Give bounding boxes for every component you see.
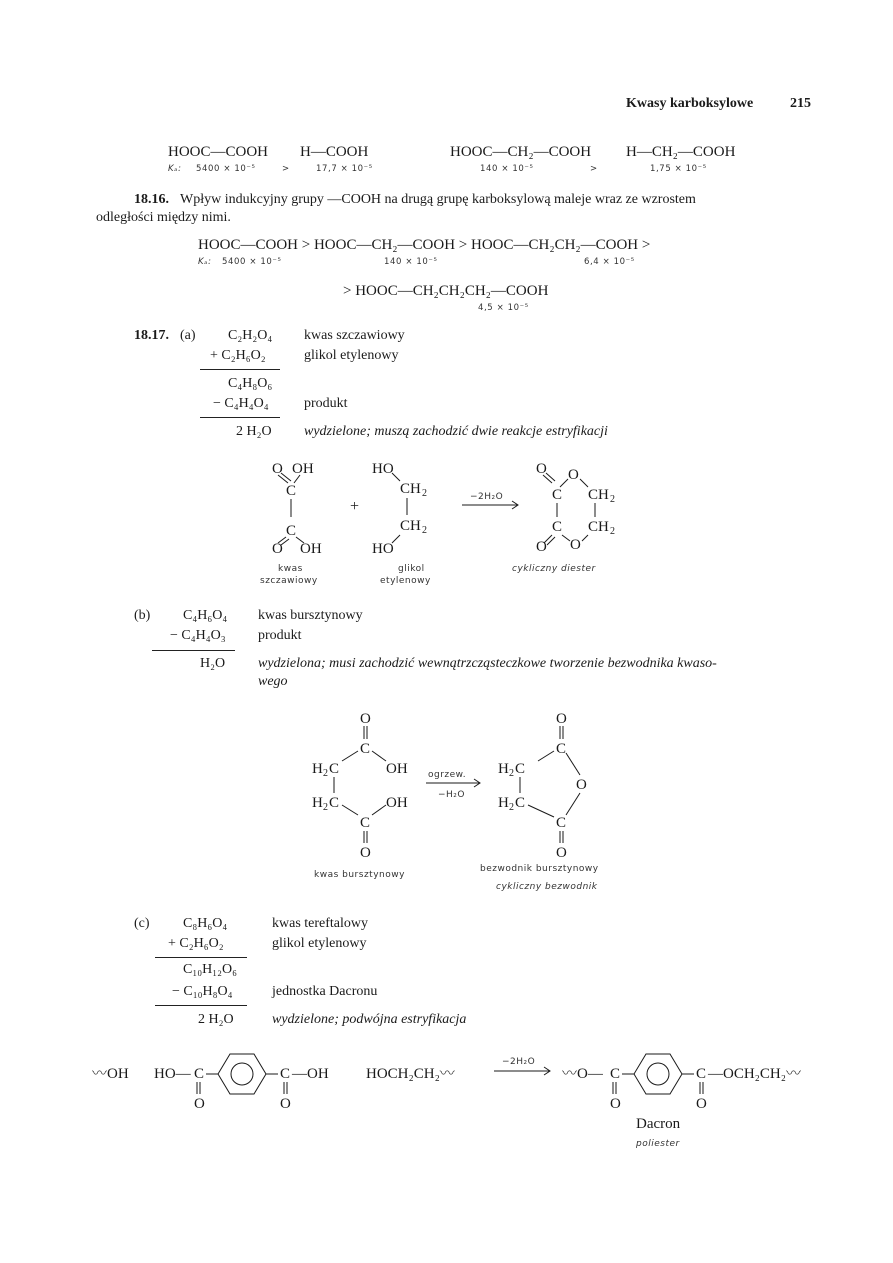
carbon-label: C bbox=[552, 487, 563, 503]
arrow-condition: −2H₂O bbox=[470, 492, 504, 502]
ka-label: Kₐ: bbox=[168, 164, 182, 174]
carbon-label: C bbox=[552, 519, 563, 535]
difference-rule bbox=[200, 417, 280, 418]
reactant-2-name: glikol etylenowy bbox=[304, 348, 399, 363]
methylene-label: H bbox=[312, 795, 323, 811]
subscript-2: 2 bbox=[422, 488, 427, 499]
oxygen-label: O bbox=[194, 1096, 205, 1112]
carbon-label: C bbox=[360, 815, 371, 831]
reactant-1-name: kwas tereftalowy bbox=[272, 916, 369, 931]
hydroxyl-label: —OH bbox=[292, 1066, 329, 1082]
benzene-ring bbox=[218, 1054, 266, 1094]
ka-value-2: 140 × 10⁻⁵ bbox=[384, 257, 438, 267]
running-header-title: Kwasy karboksylowe bbox=[626, 96, 754, 111]
sum-formula: C₄H₈O₆ bbox=[228, 376, 273, 391]
part-label: (c) bbox=[134, 916, 150, 931]
reactant-2-name: glikol etylenowy bbox=[272, 936, 367, 951]
reactant-2: + C₂H₆O₂ bbox=[210, 348, 266, 363]
ring-oxygen-label: O bbox=[576, 777, 587, 793]
hydroxyl-label: HO bbox=[372, 461, 394, 477]
sum-rule bbox=[200, 369, 280, 370]
subscript-2: 2 bbox=[323, 768, 328, 779]
plus-sign: + bbox=[350, 498, 360, 515]
subscript-2: 2 bbox=[610, 526, 615, 537]
sum-rule bbox=[155, 957, 247, 958]
oxygen-label: O bbox=[556, 711, 567, 727]
product-label: produkt bbox=[304, 396, 348, 411]
caption-succinic-acid: kwas bursztynowy bbox=[314, 870, 405, 880]
aromatic-circle bbox=[647, 1063, 669, 1085]
ka-label: Kₐ: bbox=[198, 257, 212, 267]
difference-rule bbox=[155, 1005, 247, 1006]
ka-value-1: 5400 × 10⁻⁵ bbox=[196, 164, 256, 174]
ka-value-2: 17,7 × 10⁻⁵ bbox=[316, 164, 373, 174]
water-note-cont: wego bbox=[258, 674, 288, 689]
carbon-label: C bbox=[280, 1066, 291, 1082]
glycol-formula: HOCH₂CH₂〰 bbox=[366, 1066, 455, 1082]
section-number: 18.16. bbox=[134, 192, 169, 207]
carbon-label: C bbox=[286, 523, 297, 539]
product-formula: − C₄H₄O₃ bbox=[170, 628, 226, 643]
oxygen-label: O bbox=[280, 1096, 291, 1112]
ka-value-4: 4,5 × 10⁻⁵ bbox=[478, 303, 529, 313]
carbon-label: C bbox=[696, 1066, 707, 1082]
arrow-condition: −2H₂O bbox=[502, 1057, 536, 1067]
carbon-label: C bbox=[515, 761, 526, 777]
methylene-label: H bbox=[312, 761, 323, 777]
hydroxyl-label: OH bbox=[386, 761, 408, 777]
paragraph-line-2: odległości między nimi. bbox=[96, 210, 231, 225]
gt-sign-2: > bbox=[590, 164, 598, 174]
subscript-2: 2 bbox=[422, 525, 427, 536]
oxygen-label: O bbox=[536, 461, 547, 477]
carbon-label: C bbox=[286, 483, 297, 499]
oxygen-label: O bbox=[272, 461, 283, 477]
methylene-label: H bbox=[498, 761, 509, 777]
hydroxyl-label: HO— bbox=[154, 1066, 191, 1082]
ka-value-4: 1,75 × 10⁻⁵ bbox=[650, 164, 707, 174]
product-formula: − C₁₀H₈O₄ bbox=[172, 984, 233, 999]
page-number: 215 bbox=[790, 96, 811, 111]
reactant-1: C₂H₂O₄ bbox=[228, 328, 273, 343]
carbon-label: C bbox=[329, 795, 340, 811]
part-label: (a) bbox=[180, 328, 196, 343]
formula-oxalic: HOOC—COOH bbox=[168, 144, 269, 160]
oxygen-label: O bbox=[556, 845, 567, 861]
carbon-label: C bbox=[329, 761, 340, 777]
reactant-1-name: kwas szczawiowy bbox=[304, 328, 405, 343]
anhydride-scheme-b bbox=[300, 705, 640, 895]
carbon-label: C bbox=[194, 1066, 205, 1082]
reactant-formula: C₄H₆O₄ bbox=[183, 608, 228, 623]
polymer-chain-start: 〰O— bbox=[562, 1066, 603, 1082]
caption-kwas: kwas bbox=[278, 564, 303, 574]
water-note: wydzielona; musi zachodzić wewnątrzcząsteczkowe tworzenie bezwodnika kwaso- bbox=[258, 656, 717, 671]
carbon-label: C bbox=[556, 741, 567, 757]
ring-oxygen-label: O bbox=[568, 467, 579, 483]
methylene-label: CH bbox=[400, 481, 421, 497]
polymer-chain-end: —OCH₂CH₂〰 bbox=[708, 1066, 801, 1082]
methylene-label: CH bbox=[588, 519, 609, 535]
reactant-1: C₈H₆O₄ bbox=[183, 916, 228, 931]
ka-value-3: 140 × 10⁻⁵ bbox=[480, 164, 534, 174]
benzene-ring bbox=[634, 1054, 682, 1094]
acid-series-line-1: HOOC—COOH > HOOC—CH₂—COOH > HOOC—CH₂CH₂—COOH > bbox=[198, 237, 651, 253]
part-label: (b) bbox=[134, 608, 151, 623]
caption-szczawiowy: szczawiowy bbox=[260, 576, 318, 586]
caption-dacron: Dacron bbox=[636, 1116, 681, 1132]
ka-value-3: 6,4 × 10⁻⁵ bbox=[584, 257, 635, 267]
water-note: wydzielone; podwójna estryfikacja bbox=[272, 1012, 467, 1027]
subscript-2: 2 bbox=[509, 802, 514, 813]
methylene-label: CH bbox=[400, 518, 421, 534]
water-note: wydzielone; muszą zachodzić dwie reakcje estryfikacji bbox=[304, 424, 608, 439]
carbon-label: C bbox=[515, 795, 526, 811]
oxygen-label: O bbox=[536, 539, 547, 555]
section-number: 18.17. bbox=[134, 328, 169, 343]
hydroxyl-label: OH bbox=[292, 461, 314, 477]
water-formula: H₂O bbox=[200, 656, 226, 671]
subscript-2: 2 bbox=[610, 494, 615, 505]
acid-series-line-2: > HOOC—CH₂CH₂CH₂—COOH bbox=[343, 283, 549, 299]
oxygen-label: O bbox=[272, 541, 283, 557]
gt-sign-1: > bbox=[282, 164, 290, 174]
caption-cyclic-anhydride: cykliczny bezwodnik bbox=[496, 882, 598, 892]
water-formula: 2 H₂O bbox=[198, 1012, 234, 1027]
esterification-scheme-a bbox=[250, 455, 700, 595]
carbon-label: C bbox=[610, 1066, 621, 1082]
oxygen-label: O bbox=[360, 711, 371, 727]
methylene-label: H bbox=[498, 795, 509, 811]
formula-formic: H—COOH bbox=[300, 144, 369, 160]
arrow-condition-heat: ogrzew. bbox=[428, 770, 467, 780]
formula-acetic: H—CH₂—COOH bbox=[626, 144, 736, 160]
subscript-2: 2 bbox=[323, 802, 328, 813]
hydroxyl-label: HO bbox=[372, 541, 394, 557]
chain-end-hydroxyl: 〰OH bbox=[92, 1066, 129, 1082]
carbon-label: C bbox=[360, 741, 371, 757]
formula-malonic: HOOC—CH₂—COOH bbox=[450, 144, 592, 160]
methylene-label: CH bbox=[588, 487, 609, 503]
hydroxyl-label: OH bbox=[300, 541, 322, 557]
oxygen-label: O bbox=[696, 1096, 707, 1112]
oxygen-label: O bbox=[610, 1096, 621, 1112]
water-formula: 2 H₂O bbox=[236, 424, 272, 439]
sum-formula: C₁₀H₁₂O₆ bbox=[183, 962, 237, 977]
caption-succinic-anhydride: bezwodnik bursztynowy bbox=[480, 864, 599, 874]
caption-etylenowy: etylenowy bbox=[380, 576, 431, 586]
subscript-2: 2 bbox=[509, 768, 514, 779]
caption-glikol: glikol bbox=[398, 564, 425, 574]
caption-cyclic-diester: cykliczny diester bbox=[512, 564, 596, 574]
reactant-name: kwas bursztynowy bbox=[258, 608, 363, 623]
oxygen-label: O bbox=[360, 845, 371, 861]
dacron-scheme-c bbox=[90, 1040, 850, 1165]
hydroxyl-label: OH bbox=[386, 795, 408, 811]
product-label: jednostka Dacronu bbox=[272, 984, 378, 999]
arrow-condition-water: −H₂O bbox=[438, 790, 466, 800]
carbon-label: C bbox=[556, 815, 567, 831]
aromatic-circle bbox=[231, 1063, 253, 1085]
paragraph-line-1: Wpływ indukcyjny grupy —COOH na drugą grupę karboksylową maleje wraz ze wzrostem bbox=[180, 192, 696, 207]
ring-oxygen-label: O bbox=[570, 537, 581, 553]
reactant-2: + C₂H₆O₂ bbox=[168, 936, 224, 951]
difference-rule bbox=[152, 650, 235, 651]
product-formula: − C₄H₄O₄ bbox=[213, 396, 269, 411]
caption-polyester: poliester bbox=[636, 1139, 680, 1149]
ka-value-1: 5400 × 10⁻⁵ bbox=[222, 257, 282, 267]
product-label: produkt bbox=[258, 628, 302, 643]
